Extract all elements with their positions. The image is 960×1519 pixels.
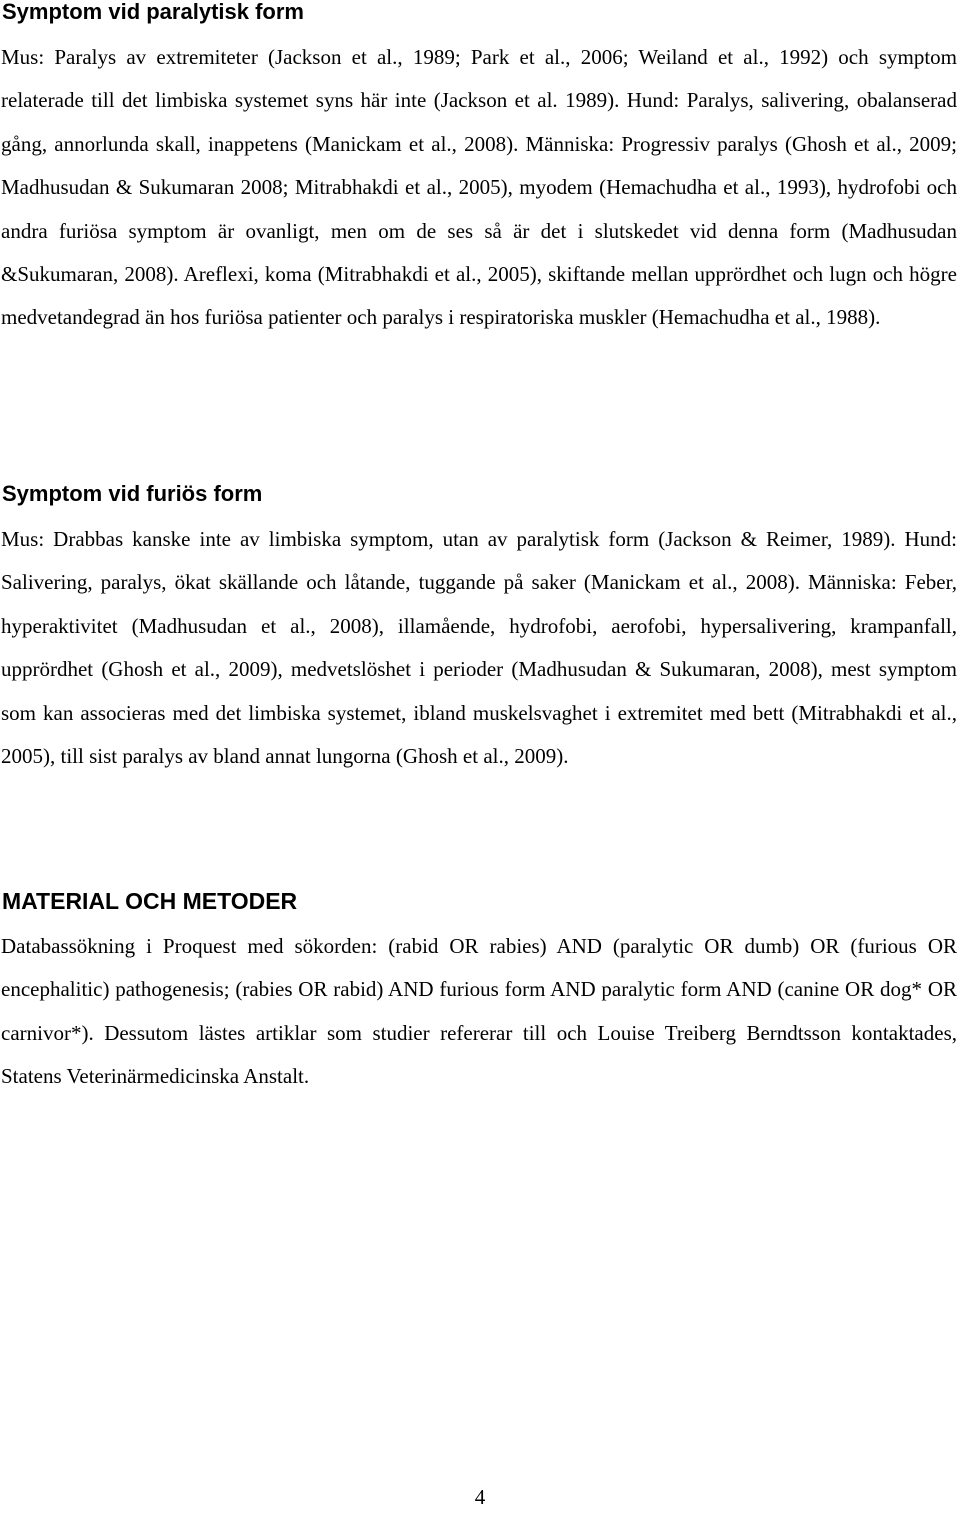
page-number: 4 xyxy=(474,1485,486,1509)
section-body-furious-form: Mus: Drabbas kanske inte av limbiska symptom, utan av paralytisk form (Jackson & Reimer, 1989). Hund: Salivering, paralys, ökat skällande och låtande, tuggande på saker (Manickam et al., 2008). Människa: Feber, hyperaktivitet (Madhusudan et al., 2008), illamående, hydrofobi, aerofobi, hypersalivering, krampanfall, upprördhet (Ghosh et al., 2009), medvetslöshet i perioder (Madhusudan & Sukumaran, 2008), mest symptom som kan associeras med det limbiska systemet, ibland muskelsvaghet i extremitet med bett (Mitrabhakdi et al., 2005), till sist paralys av bland annat lungorna (Ghosh et al., 2009). xyxy=(1,527,957,769)
section-heading-material-and-methods: MATERIAL OCH METODER xyxy=(2,888,298,914)
section-body-material-and-methods: Databassökning i Proquest med sökorden: (rabid OR rabies) AND (paralytic OR dumb) OR (furious OR encephalitic) pathogenesis; (rabies OR rabid) AND furious form AND paralytic form AND (canine OR dog* OR carnivor*). Dessutom lästes artiklar som studier refererar till och Louise Treiberg Berndtsson kontaktades, Statens Veterinärmedicinska Anstalt. xyxy=(1,934,957,1089)
section-heading-furious-form: Symptom vid furiös form xyxy=(2,481,263,506)
section-body-paralytic-form: Mus: Paralys av extremiteter (Jackson et al., 1989; Park et al., 2006; Weiland et al., 1992) och symptom relaterade till det limbiska systemet syns här inte (Jackson et al. 1989). Hund: Paralys, salivering, obalanserad gång, annorlunda skall, inappetens (Manickam et al., 2008). Människa: Progressiv paralys (Ghosh et al., 2009; Madhusudan & Sukumaran 2008; Mitrabhakdi et al., 2005), myodem (Hemachudha et al., 1993), hydrofobi och andra furiösa symptom är ovanligt, men om de ses så är det i slutskedet vid denna form (Madhusudan &Sukumaran, 2008). Areflexi, koma (Mitrabhakdi et al., 2005), skiftande mellan upprördhet och lugn och högre medvetandegrad än hos furiösa patienter och paralys i respiratoriska muskler (Hemachudha et al., 1988). xyxy=(1,45,957,330)
section-heading-paralytic-form: Symptom vid paralytisk form xyxy=(2,0,304,24)
